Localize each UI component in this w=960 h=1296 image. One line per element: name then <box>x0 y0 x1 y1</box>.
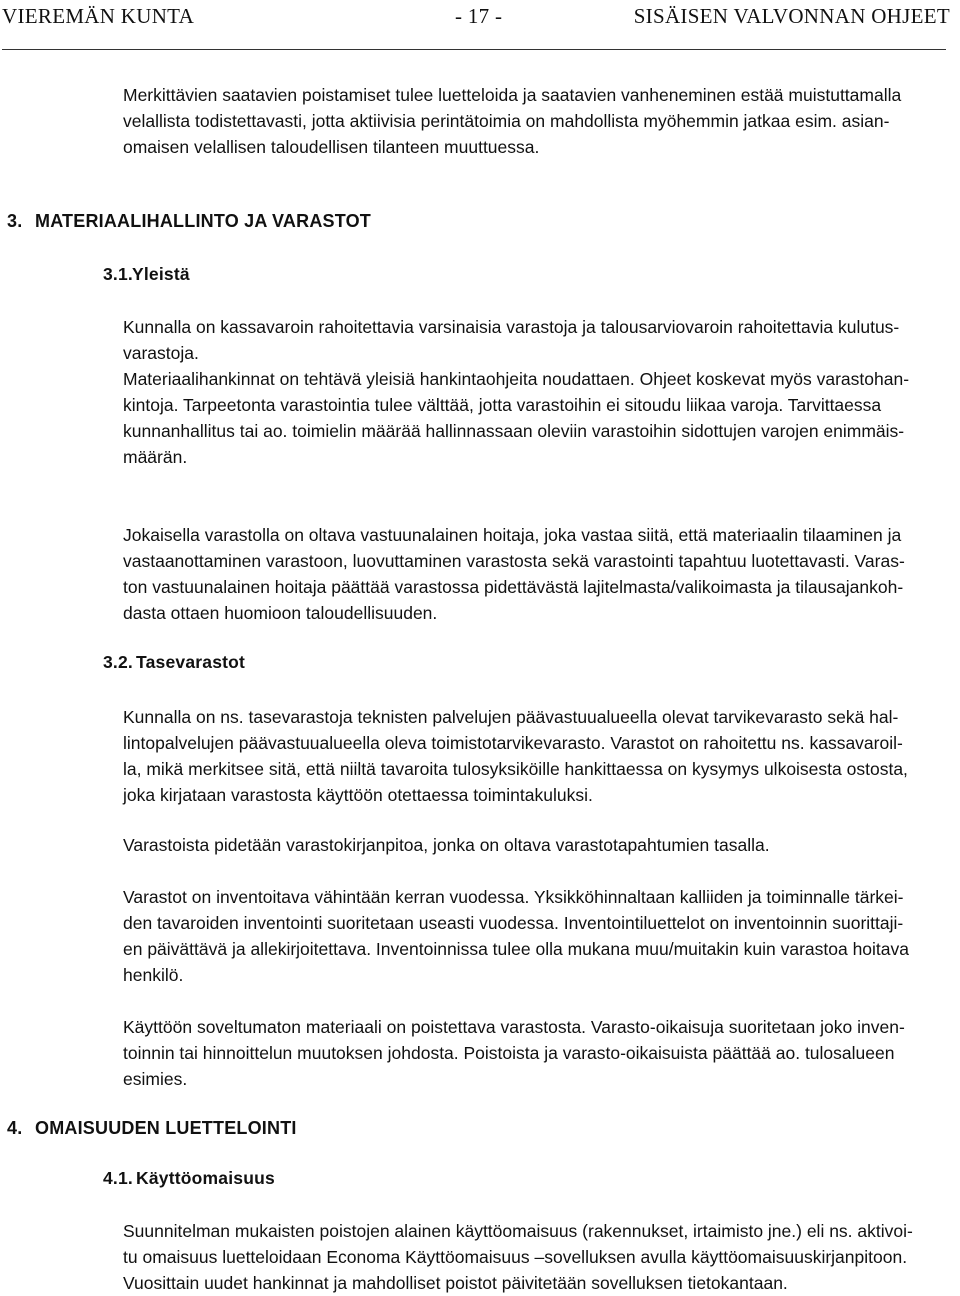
text-line: toinnin tai hinnoittelun muutoksen johdosta. Poistoista ja varasto-oikaisuista päättää ao. tulosalueen <box>123 1043 895 1063</box>
text-line: Varastoista pidetään varastokirjanpitoa, jonka on oltava varastotapahtumien tasalla. <box>123 835 770 855</box>
text-line: määrän. <box>123 447 188 467</box>
text-line: Kunnalla on kassavaroin rahoitettavia varsinaisia varastoja ja talousarviovaroin rahoitettavia kulutus- <box>123 317 900 337</box>
section-3-1-heading <box>103 264 190 285</box>
text-line: dasta ottaen huomioon taloudellisuuden. <box>123 603 438 623</box>
paragraph-7 <box>123 1014 953 1092</box>
text-line: tu omaisuus luetteloidaan Economa Käyttöomaisuus –sovelluksen avulla käyttöomaisuuskirjanpitoon. <box>123 1247 908 1267</box>
paragraph-4 <box>123 704 953 808</box>
section-number: 4. <box>7 1118 23 1138</box>
text-line: esimies. <box>123 1069 188 1089</box>
section-number: 4.1. <box>103 1168 133 1188</box>
text-line: Kunnalla on ns. tasevarastoja teknisten palvelujen päävastuualueella olevat tarvikevarasto sekä hal- <box>123 707 899 727</box>
text-line: Vuosittain uudet hankinnat ja mahdolliset poistot päivitetään sovelluksen tietokantaan. <box>123 1273 788 1293</box>
section-title: Yleistä <box>132 264 190 284</box>
section-3-heading <box>7 211 371 232</box>
page-header <box>0 0 960 44</box>
paragraph-5 <box>123 832 953 858</box>
text-line: den tavaroiden inventointi suoritetaan useasti vuodessa. Inventointiluettelot on inventoinnin suorittaji- <box>123 913 904 933</box>
text-line: varastoja. <box>123 343 199 363</box>
paragraph-3 <box>123 522 953 626</box>
text-line: Suunnitelman mukaisten poistojen alainen käyttöomaisuus (rakennukset, irtaimisto jne.) eli ns. aktivoi- <box>123 1221 913 1241</box>
section-number: 3.1. <box>103 264 133 284</box>
header-divider <box>2 49 946 50</box>
text-line: Jokaisella varastolla on oltava vastuunalainen hoitaja, joka vastaa siitä, että materiaalin tilaaminen ja <box>123 525 902 545</box>
text-line: ton vastuunalainen hoitaja päättää varastossa pidettävästä lajitelmasta/valikoimasta ja tilausajankoh- <box>123 577 904 597</box>
section-4-1-heading <box>103 1168 275 1189</box>
text-line: la, mikä merkitsee sitä, että niiltä tavaroita tulosyksiköille hankittaessa on kysymys ulkoisesta ostosta, <box>123 759 908 779</box>
text-line: Materiaalihankinnat on tehtävä yleisiä hankintaohjeita noudattaen. Ohjeet koskevat myös varastohan- <box>123 369 910 389</box>
section-title: Käyttöomaisuus <box>136 1168 275 1188</box>
text-line: omaisen velallisen taloudellisen tilanteen muuttuessa. <box>123 137 540 157</box>
header-document-title: SISÄISEN VALVONNAN OHJEET <box>633 4 950 28</box>
text-line: joka kirjataan varastosta käyttöön otettaessa toimintakuluksi. <box>123 785 593 805</box>
section-4-heading <box>7 1118 297 1139</box>
text-line: kunnanhallitus tai ao. toimielin määrää hallinnassaan oleviin varastoihin sidottujen varojen enimmäis- <box>123 421 905 441</box>
section-title: MATERIAALIHALLINTO JA VARASTOT <box>35 211 371 231</box>
text-line: en päivättävä ja allekirjoitettava. Inventoinnissa tulee olla mukana muu/muitakin kuin varastoa hoitava <box>123 939 910 959</box>
section-title: OMAISUUDEN LUETTELOINTI <box>35 1118 297 1138</box>
paragraph-8 <box>123 1218 953 1296</box>
section-number: 3. <box>7 211 23 231</box>
text-line: lintopalvelujen päävastuualueella oleva toimistotarvikevarasto. Varastot on rahoitettu ns. kassavaroil- <box>123 733 903 753</box>
section-title: Tasevarastot <box>136 652 246 672</box>
header-page-number: - 17 - <box>455 4 503 28</box>
text-line: Käyttöön soveltumaton materiaali on poistettava varastosta. Varasto-oikaisuja suoritetaan joko inven- <box>123 1017 905 1037</box>
text-line: velallista todistettavasti, jotta aktiivisia perintätoimia on mahdollista myöhemmin jatkaa esim. asian- <box>123 111 890 131</box>
text-line: Varastot on inventoitava vähintään kerran vuodessa. Yksikköhinnaltaan kalliiden ja toiminnalle tärkei- <box>123 887 904 907</box>
intro-paragraph <box>123 82 953 160</box>
section-number: 3.2. <box>103 652 133 672</box>
text-line: henkilö. <box>123 965 184 985</box>
paragraph-1 <box>123 314 953 366</box>
paragraph-2 <box>123 366 953 470</box>
section-3-2-heading <box>103 652 245 673</box>
paragraph-6 <box>123 884 953 988</box>
text-line: vastaanottaminen varastoon, luovuttaminen varastosta sekä varastointi tapahtuu luotettavasti. Varas- <box>123 551 905 571</box>
text-line: kintoja. Tarpeetonta varastointia tulee välttää, jotta varastoihin ei sitoudu liikaa varoja. Tarvittaessa <box>123 395 882 415</box>
text-line: Merkittävien saatavien poistamiset tulee luetteloida ja saatavien vanheneminen estää muistuttamalla <box>123 85 902 105</box>
header-organization: VIEREMÄN KUNTA <box>2 4 195 28</box>
